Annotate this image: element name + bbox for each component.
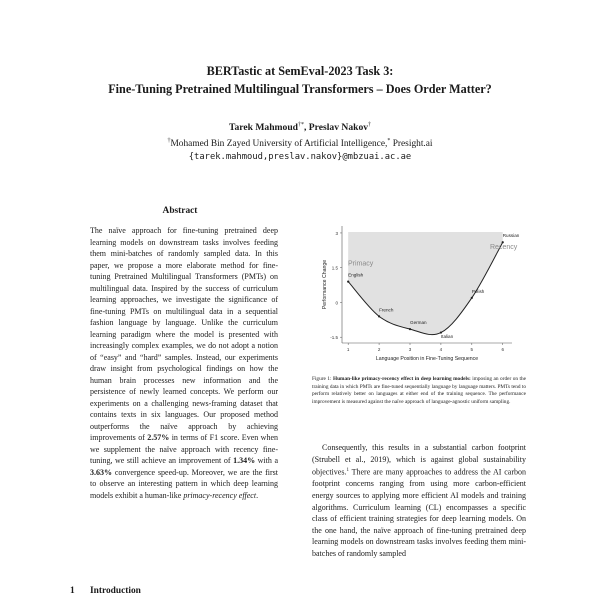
y-tick-label: 3 xyxy=(335,230,338,236)
section-heading xyxy=(70,586,141,596)
data-point xyxy=(409,328,411,330)
figure-1 xyxy=(312,218,522,368)
author-name: Tarek Mahmoud xyxy=(228,122,298,134)
point-label: Polish xyxy=(471,288,485,294)
x-tick-label: 3 xyxy=(408,347,412,352)
point-label: German xyxy=(410,320,427,326)
abstract-value: 3.63% xyxy=(90,467,112,477)
figure-caption xyxy=(312,376,526,406)
y-tick-label: 1.5 xyxy=(331,265,338,271)
x-tick-label: 4 xyxy=(439,347,443,352)
y-tick-label: -1.5 xyxy=(330,335,338,341)
abstract-heading: Abstract xyxy=(162,206,198,216)
x-tick-label: 5 xyxy=(470,347,474,352)
abstract-text: convergence speed-up. Moreover, we are the first to observe an interesting pattern in which deep learning models exhibit a human-like xyxy=(90,467,278,500)
author-mark: † xyxy=(368,122,372,128)
intro-body-text xyxy=(312,442,526,560)
x-axis-label: Language Position in Fine-Tuning Sequence xyxy=(375,356,479,362)
title-line-1: BERTastic at SemEval-2023 Task 3: xyxy=(206,64,394,78)
primacy-recency-chart xyxy=(312,218,522,368)
x-tick-label: 1 xyxy=(346,347,350,352)
author-name: Preslav Nakov xyxy=(308,122,369,134)
abstract-emphasis: primacy-recency effect xyxy=(183,490,257,500)
body-text: There are many approaches to address the AI carbon footprint concerns ranging from using more carbon-efficient energy sources to applying more efficient AI models and training algorithms. Curriculum learning (CL) encompasses a specific class of efficient training strategies for deep learning models. On the one hand, the naïve approach of fine-tuning pretrained deep learning models on downstream tasks involves feeding them mini-batches of randomly sampled xyxy=(312,467,526,558)
affil-mark: * xyxy=(387,138,391,144)
author-mark: †* xyxy=(298,122,304,128)
section-title: Introduction xyxy=(90,586,141,596)
x-tick-label: 6 xyxy=(501,347,504,352)
abstract-text: . xyxy=(256,490,259,500)
abstract-text: The naïve approach for fine-tuning pretrained deep learning models on downstream tasks involves feeding them mini-batches of randomly sampled data. In this paper, we propose a more elaborate method for fine-tuning Pretrained Multilingual Transformers (PMTs) on multilingual data. Inspired by the success of curriculum learning approaches, we investigate the significance of fine-tuning PMTs on multilingual data in a sequential fashion language by language. Unlike the curriculum learning paradigm where the model is presented with increasingly complex examples, we do not adopt a notion of “easy” and “hard” samples. Instead, our experiments draw insight from psychological findings on how the human brain processes new information and the persistence of newly learned concepts. We perform our experiments on a challenging news-framing dataset that contains texts in six languages. Our proposed method outperforms the naïve approach by achieving improvements of xyxy=(90,226,278,442)
author-email: {tarek.mahmoud,preslav.nakov}@mbzuai.ac.ae xyxy=(188,152,412,162)
point-label: English xyxy=(348,272,364,278)
recency-annotation: Recency xyxy=(490,244,518,252)
section-number: 1 xyxy=(70,586,75,596)
data-point xyxy=(347,281,349,283)
point-label: French xyxy=(379,307,394,313)
affiliation-text-2: Presight.ai xyxy=(392,139,433,150)
affil-mark: † xyxy=(167,138,171,144)
affiliation xyxy=(0,138,600,149)
data-point xyxy=(378,315,380,317)
point-label: Russian xyxy=(502,233,520,239)
caption-text: imposing an order on the training data in which PMTs are fine-tuned sequentially language by language matters. PMTs tend to perform relatively better on languages at either end of the training sequence. The performance improvement is measured against the naïve approach of language-agnostic uniform sampling. xyxy=(312,376,526,405)
caption-bold: Human-like primacy-recency effect in deep learning models: xyxy=(332,376,471,382)
footnote-mark: 1 xyxy=(346,468,349,474)
author-list: Tarek Mahmoud†*, Preslav Nakov† xyxy=(228,122,372,134)
point-label: Italian xyxy=(440,334,454,340)
abstract-value: 2.57% xyxy=(147,433,170,442)
y-tick-label: 0 xyxy=(335,300,338,306)
abstract-value: 1.34% xyxy=(233,456,256,465)
y-axis-label: Performance Change xyxy=(322,259,328,310)
abstract-text: in terms of F1 score. Even when we supplement the naïve approach with recency fine-tuning, we still achieve an improvement of xyxy=(90,433,278,465)
paper-title xyxy=(0,62,600,98)
caption-label: Figure 1: xyxy=(312,376,332,382)
x-tick-label: 2 xyxy=(377,347,381,352)
primacy-annotation: Primacy xyxy=(348,260,374,268)
affiliation-text: Mohamed Bin Zayed University of Artificial Intelligence, xyxy=(170,139,388,150)
data-point xyxy=(502,241,504,243)
abstract-text: with a xyxy=(255,456,278,465)
data-point xyxy=(471,297,473,299)
body-text: Consequently, this results in a substantial carbon footprint (Strubell et al., 2019), which is against global sustainability objectives. xyxy=(312,443,526,477)
title-line-2: Fine-Tuning Pretrained Multilingual Transformers – Does Order Matter? xyxy=(108,82,492,96)
abstract-body xyxy=(90,225,278,501)
